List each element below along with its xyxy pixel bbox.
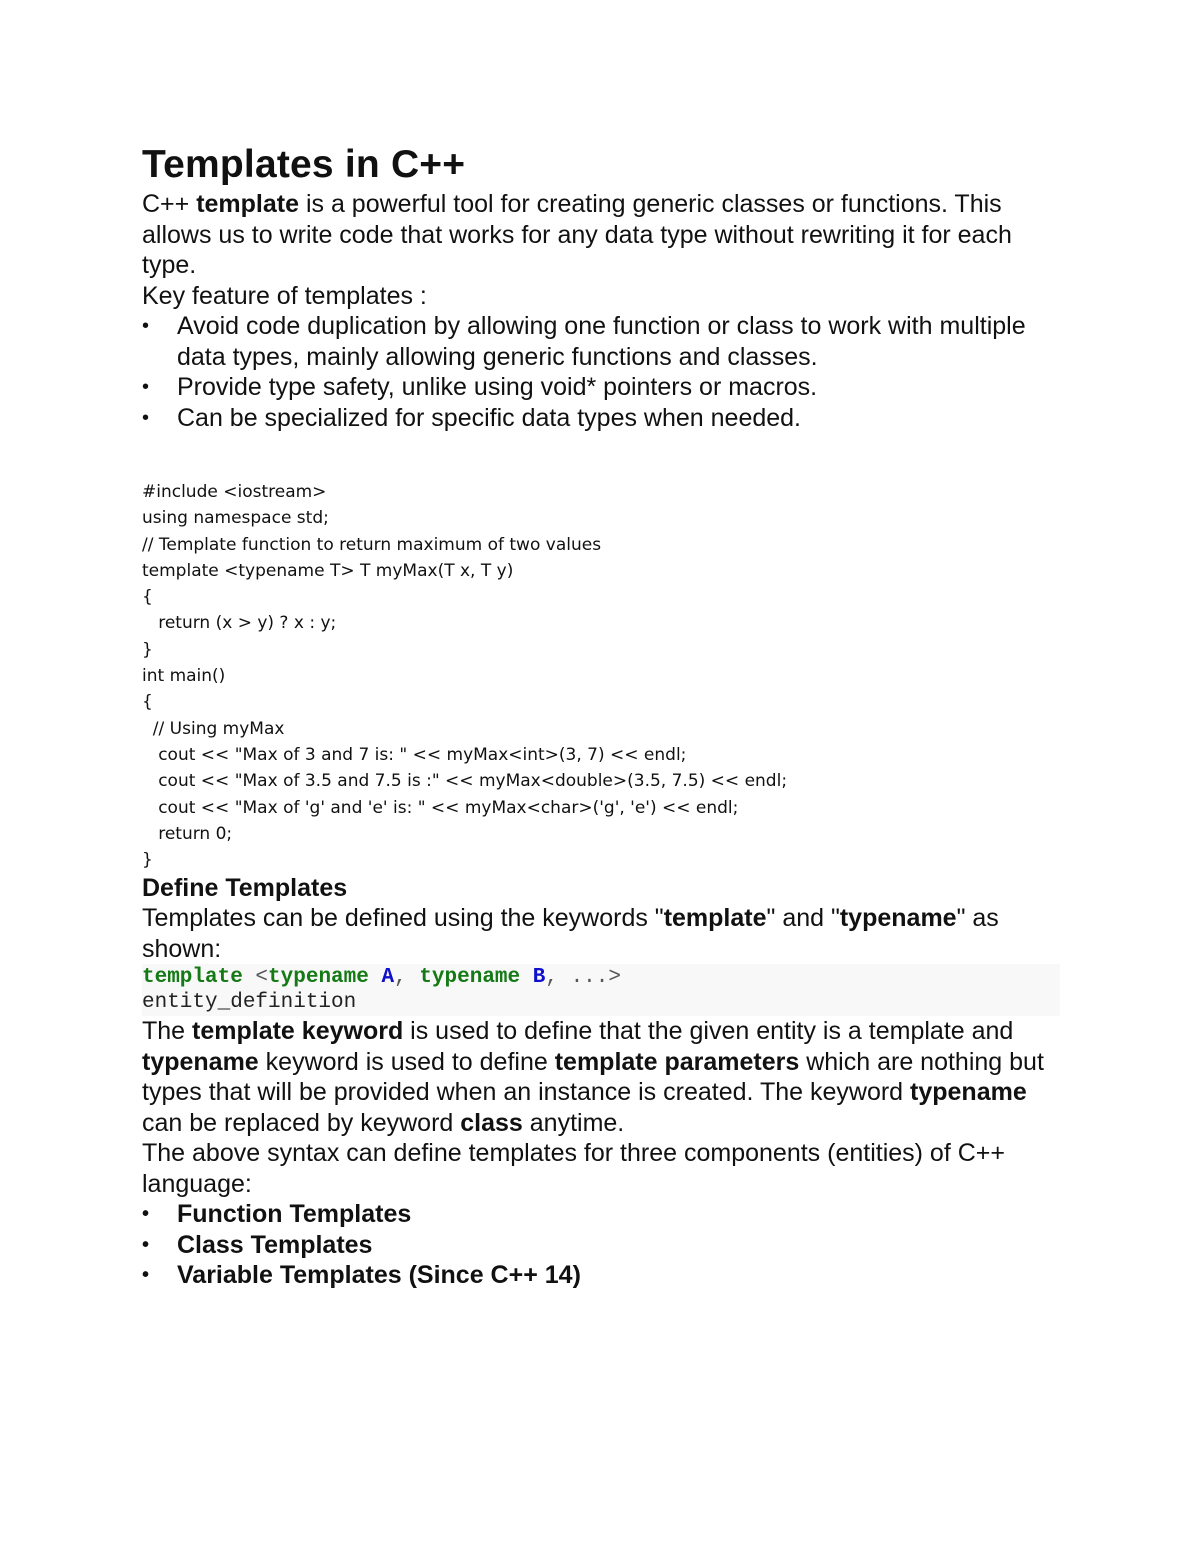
key-feature-item: • Avoid code duplication by allowing one function or class to work with multiple data types, mainly allowing generic functions and classes. (142, 311, 1062, 372)
code-line: cout << "Max of 'g' and 'e' is: " << myMax<char>('g', 'e') << endl; (142, 797, 739, 818)
code-line: // Template function to return maximum of two values (142, 534, 602, 555)
explain-paragraph (142, 1016, 1062, 1138)
syntax-keyword: typename (268, 966, 369, 990)
define-text: Templates can be defined using the keywords " (142, 904, 664, 933)
code-line: using namespace std; (142, 508, 329, 529)
explain-bold: typename (142, 1047, 259, 1076)
syntax-line-2: entity_definition (142, 991, 357, 1015)
code-line: template <typename T> T myMax(T x, T y) (142, 560, 514, 581)
explain-text: can be replaced by keyword (142, 1108, 461, 1137)
explain-bold: class (460, 1108, 523, 1137)
explain-bold: template parameters (554, 1047, 800, 1076)
code-line: #include <iostream> (142, 482, 327, 502)
code-line: { (142, 692, 153, 713)
key-feature-item: • Can be specialized for specific data types when needed. (142, 403, 1062, 434)
syntax-code-block (142, 964, 1060, 1016)
syntax-identifier: B (520, 966, 546, 990)
explain-text: which are nothing but types that will be provided when an instance is created. The keyword (142, 1047, 1044, 1107)
syntax-punct: < (242, 966, 269, 990)
syntax-punct: , ...> (545, 966, 621, 990)
define-paragraph (142, 903, 1062, 964)
components-paragraph: The above syntax can define templates for three components (entities) of C++ language: (142, 1139, 1005, 1198)
define-text: " as shown: (142, 904, 999, 963)
intro-prefix: C++ (142, 190, 197, 218)
intro-bold-template: template (196, 190, 300, 218)
intro-rest: is a powerful tool for creating generic classes or functions. This allows us to write code that works for any data type without rewriting it for each type. (142, 190, 1012, 279)
code-line: cout << "Max of 3.5 and 7.5 is :" << myMax<double>(3.5, 7.5) << endl; (142, 771, 788, 792)
intro-paragraph (142, 189, 1062, 281)
code-line: int main() (142, 666, 226, 687)
code-line: { (142, 587, 153, 608)
syntax-line-1 (142, 965, 1060, 990)
component-item: • Function Templates (142, 1199, 1062, 1230)
explain-text: anytime. (522, 1108, 625, 1137)
define-bold-typename: typename (839, 904, 957, 933)
explain-text: keyword is used to define (258, 1047, 555, 1076)
key-features-label: Key feature of templates : (142, 281, 427, 310)
components-list (142, 1199, 1062, 1291)
component-item: • Variable Templates (Since C++ 14) (142, 1260, 1062, 1291)
code-line: return 0; (142, 823, 233, 844)
component-item: • Class Templates (142, 1230, 1062, 1261)
syntax-identifier: A (368, 966, 395, 990)
syntax-keyword: typename (419, 966, 521, 990)
define-text: " and " (766, 904, 840, 933)
explain-text: The (142, 1017, 193, 1046)
code-line: } (142, 850, 153, 871)
code-line: cout << "Max of 3 and 7 is: " << myMax<int>(3, 7) << endl; (142, 744, 687, 765)
key-features-list (142, 311, 1062, 433)
explain-bold: typename (910, 1078, 1027, 1107)
define-bold-template: template (663, 904, 767, 933)
document-page (142, 140, 1062, 1291)
page-title: Templates in C++ (142, 143, 466, 186)
code-line: } (142, 639, 153, 660)
code-line: return (x > y) ? x : y; (142, 613, 337, 634)
explain-bold: template keyword (192, 1017, 404, 1046)
code-line: // Using myMax (142, 718, 285, 739)
define-templates-heading: Define Templates (142, 874, 348, 903)
explain-text: is used to define that the given entity is a template and (403, 1017, 1014, 1046)
syntax-punct: , (394, 966, 420, 990)
code-block (142, 479, 1062, 873)
key-feature-item: • Provide type safety, unlike using void* pointers or macros. (142, 372, 1062, 403)
syntax-keyword: template (142, 966, 243, 990)
